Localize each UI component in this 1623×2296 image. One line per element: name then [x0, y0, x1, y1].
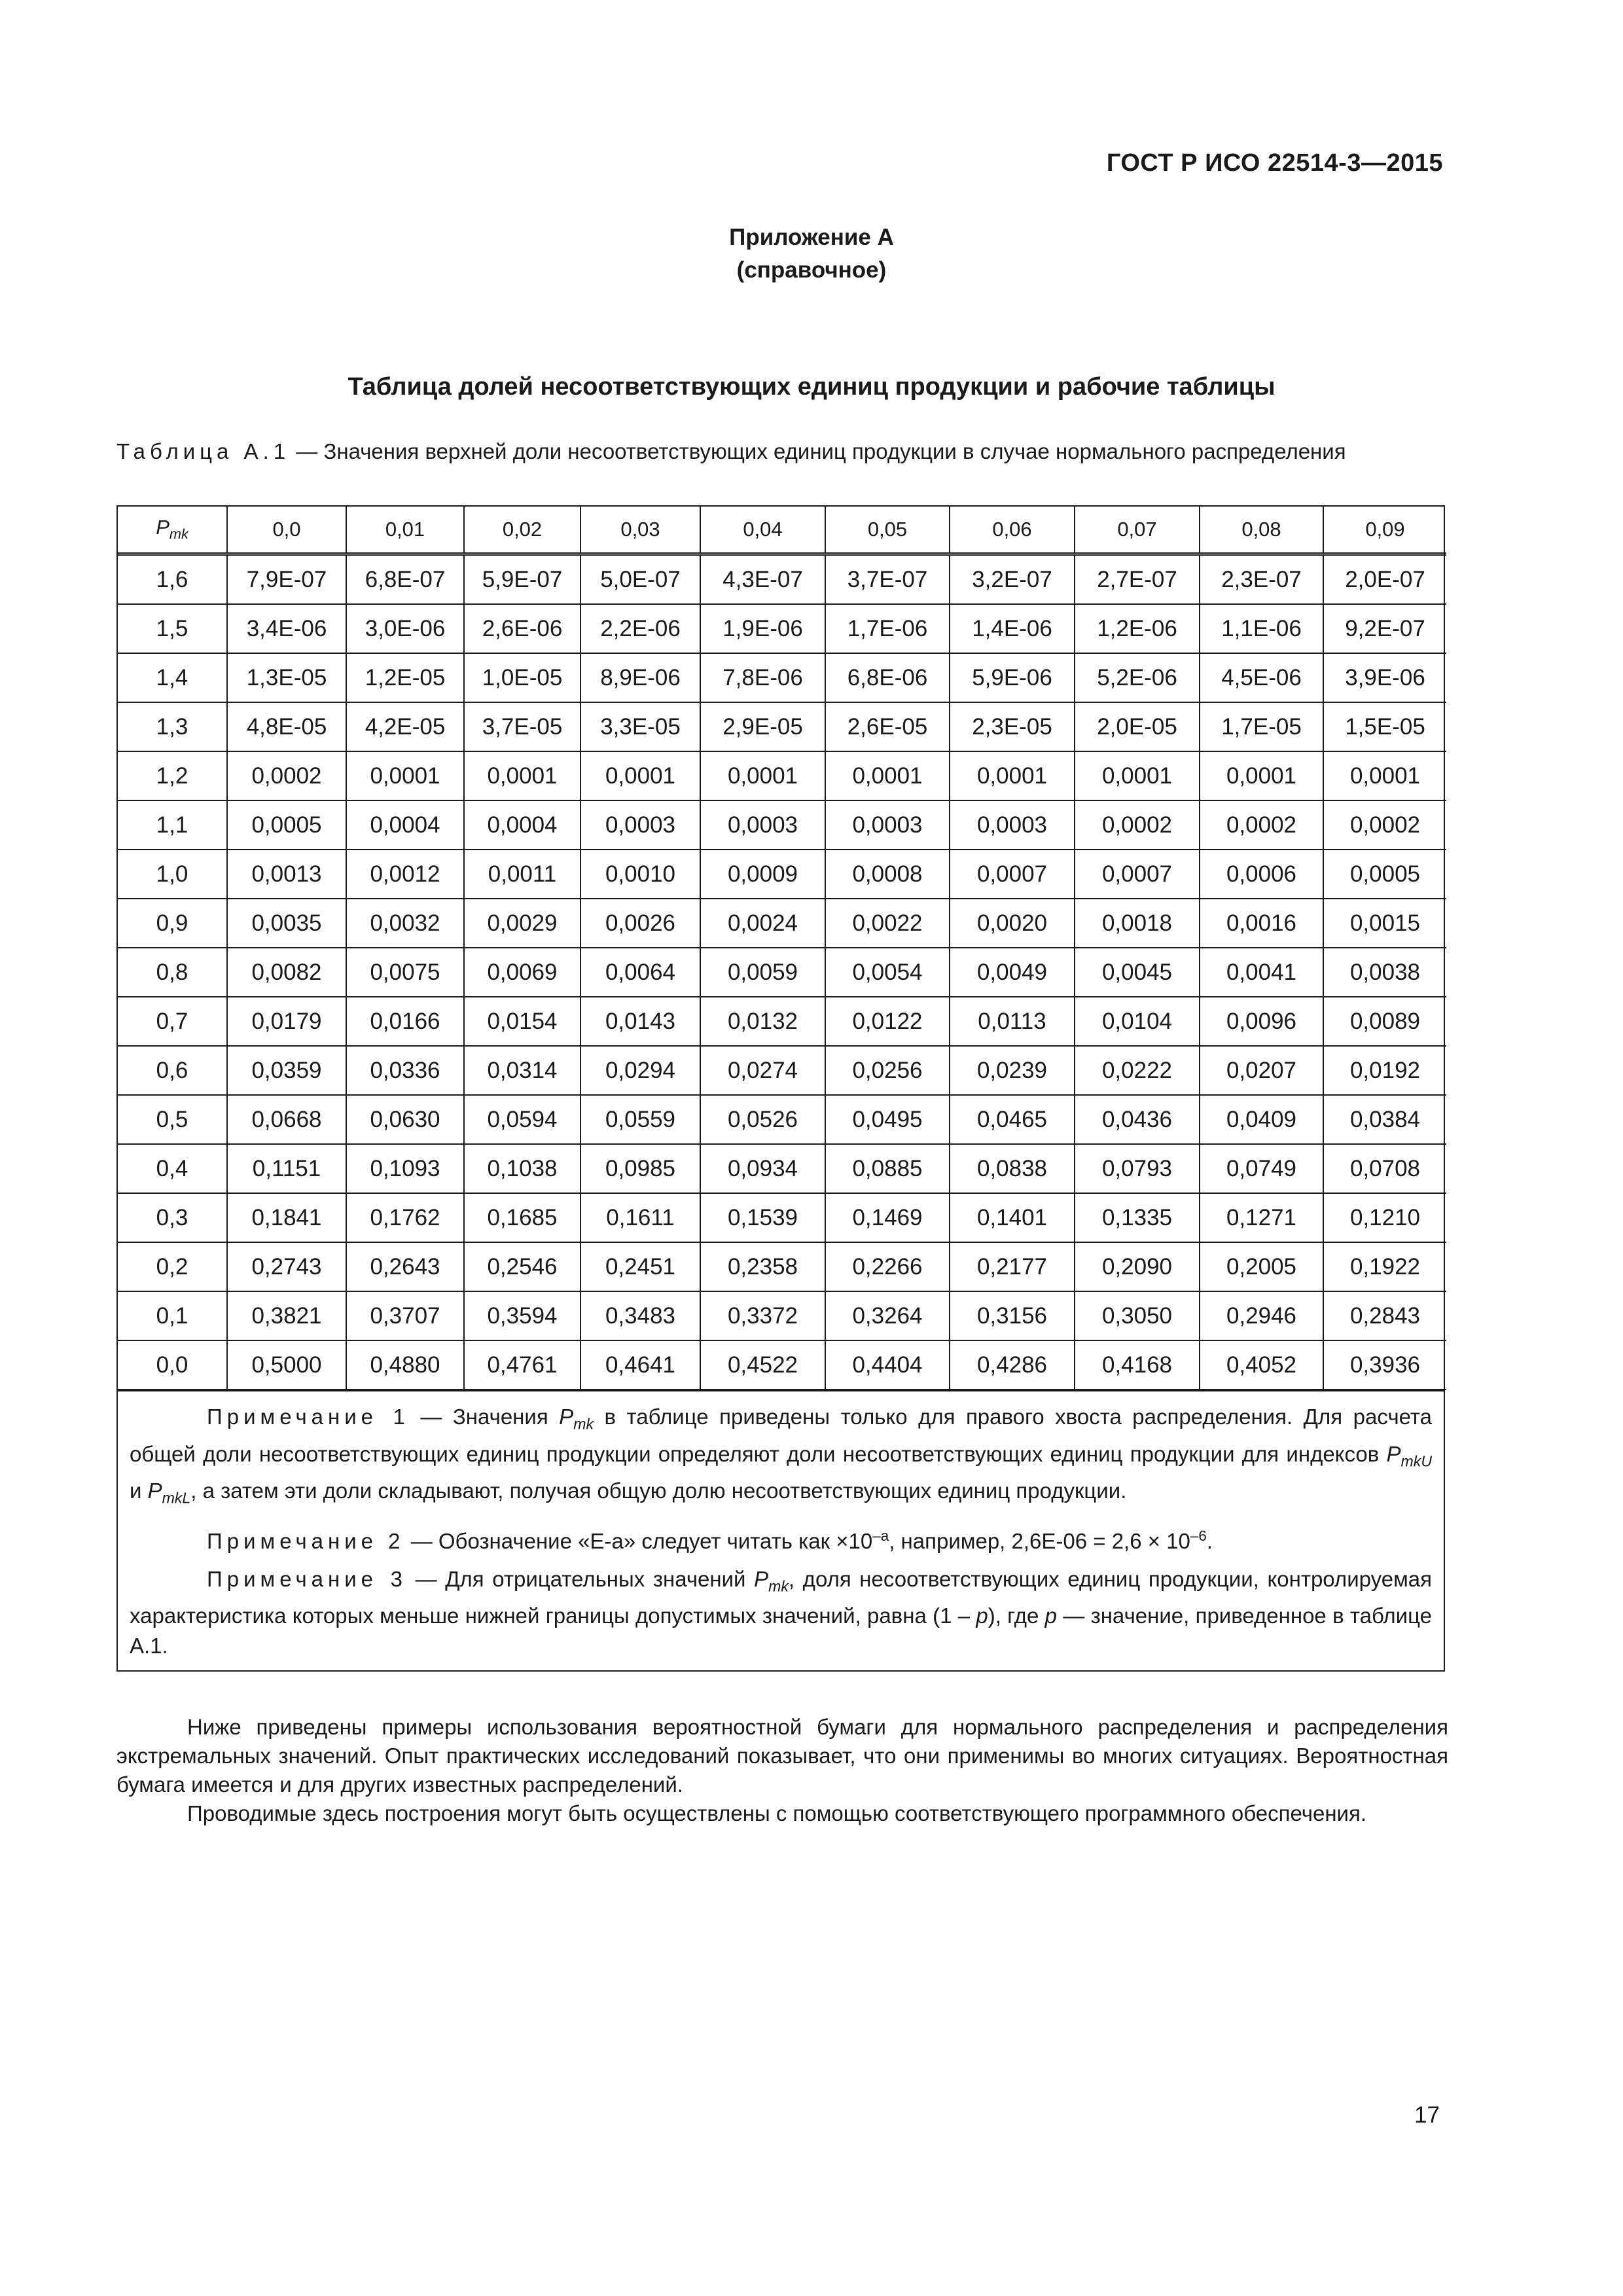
table-cell: 0,0096 [1200, 997, 1323, 1046]
table-cell: 0,0166 [346, 997, 464, 1046]
table-cell: 0,0001 [825, 751, 950, 800]
table-cell: 7,8E-06 [700, 653, 825, 702]
table-cell: 2,0E-07 [1323, 554, 1446, 605]
table-cell: 0,0001 [700, 751, 825, 800]
table-cell: 6,8E-07 [346, 554, 464, 605]
table-cell: 0,0007 [1075, 850, 1200, 899]
table-row [118, 997, 1446, 1046]
note-2: Примечание 2 — Обозначение «Е-а» следует читать как $\times 10^{-а}$, например, $2,6Е-06 = 2,6 \times 10^{-6}$. [207, 1527, 1213, 1553]
table-cell: 0,0001 [1323, 751, 1446, 800]
table-cell: 0,1539 [700, 1193, 825, 1242]
table-cell: 9,2E-07 [1323, 604, 1446, 653]
table-cell: 0,2546 [464, 1242, 580, 1291]
table-cell: 0,4052 [1200, 1340, 1323, 1390]
table-cell: 0,0089 [1323, 997, 1446, 1046]
table-row [118, 1144, 1446, 1193]
table-cell: 0,0082 [227, 948, 346, 997]
table-row [118, 800, 1446, 850]
table-cell: 0,0239 [950, 1046, 1075, 1095]
table-cell: 0,0630 [346, 1095, 464, 1144]
table-cell: 0,0526 [700, 1095, 825, 1144]
table-cell: 0,0436 [1075, 1095, 1200, 1144]
row-pmk-value: 0,5 [118, 1095, 227, 1144]
paragraph: Ниже приведены примеры использования вероятностной бумаги для нормального распределения и распределения экстремальных значений. Опыт практических исследований показывает, что они применимы во многих ситуациях. Вероятностная бумага имеется и для других известных распределений. [116, 1715, 1448, 1797]
table-cell: 1,2E-05 [346, 653, 464, 702]
row-pmk-value: 0,3 [118, 1193, 227, 1242]
table-cell: 0,0010 [580, 850, 700, 899]
table-cell: 0,2266 [825, 1242, 950, 1291]
table-cell: 0,0594 [464, 1095, 580, 1144]
table-cell: 0,0018 [1075, 899, 1200, 948]
table-cell: 3,3E-05 [580, 702, 700, 751]
page-number: 17 [1414, 2102, 1440, 2128]
row-pmk-value: 0,4 [118, 1144, 227, 1193]
table-body [118, 554, 1446, 1390]
table-cell: 0,0143 [580, 997, 700, 1046]
table-cell: 5,2E-06 [1075, 653, 1200, 702]
table-cell: 0,0465 [950, 1095, 1075, 1144]
table-cell: 0,0004 [464, 800, 580, 850]
table-cell: 0,0038 [1323, 948, 1446, 997]
table-cell: 2,7E-07 [1075, 554, 1200, 605]
table-cell: 5,0E-07 [580, 554, 700, 605]
table-cell: 0,0885 [825, 1144, 950, 1193]
table-cell: 0,1611 [580, 1193, 700, 1242]
table-cell: 1,1E-06 [1200, 604, 1323, 653]
table-cell: 0,0985 [580, 1144, 700, 1193]
table-cell: 0,0003 [825, 800, 950, 850]
header-col: 0,01 [346, 507, 464, 554]
table-cell: 0,3264 [825, 1291, 950, 1340]
table-cell: 0,0041 [1200, 948, 1323, 997]
table-cell: 0,0207 [1200, 1046, 1323, 1095]
table-cell: 0,1922 [1323, 1242, 1446, 1291]
table-cell: 0,3483 [580, 1291, 700, 1340]
table-cell: 0,3707 [346, 1291, 464, 1340]
table-cell: 0,0024 [700, 899, 825, 948]
table-cell: 0,3372 [700, 1291, 825, 1340]
normal-distribution-table [118, 507, 1446, 1390]
table-cell: 3,9E-06 [1323, 653, 1446, 702]
body-text [116, 1713, 1448, 1828]
table-cell: 0,1335 [1075, 1193, 1200, 1242]
table-cell: 0,0104 [1075, 997, 1200, 1046]
header-col: 0,06 [950, 507, 1075, 554]
table-caption [116, 437, 1448, 466]
table-cell: 1,9E-06 [700, 604, 825, 653]
table-row [118, 653, 1446, 702]
table-cell: 1,7E-06 [825, 604, 950, 653]
row-pmk-value: 0,8 [118, 948, 227, 997]
table-cell: 0,0192 [1323, 1046, 1446, 1095]
table-cell: 5,9E-07 [464, 554, 580, 605]
table-row [118, 554, 1446, 605]
table-cell: 0,0004 [346, 800, 464, 850]
table-notes [118, 1390, 1444, 1670]
table-cell: 0,1093 [346, 1144, 464, 1193]
table-cell: 0,1210 [1323, 1193, 1446, 1242]
table-cell: 5,9E-06 [950, 653, 1075, 702]
table-cell: 0,0002 [1075, 800, 1200, 850]
row-pmk-value: 0,1 [118, 1291, 227, 1340]
table-cell: 3,0E-06 [346, 604, 464, 653]
header-col: 0,0 [227, 507, 346, 554]
table-cell: 0,0001 [950, 751, 1075, 800]
table-cell: 1,3E-05 [227, 653, 346, 702]
table-cell: 0,3821 [227, 1291, 346, 1340]
table-cell: 0,0009 [700, 850, 825, 899]
table-cell: 0,0035 [227, 899, 346, 948]
table-a1 [116, 505, 1445, 1672]
header-col: 0,02 [464, 507, 580, 554]
row-pmk-value: 1,0 [118, 850, 227, 899]
table-cell: 0,0005 [227, 800, 346, 850]
header-col: 0,03 [580, 507, 700, 554]
table-cell: 2,6E-06 [464, 604, 580, 653]
table-cell: 0,0559 [580, 1095, 700, 1144]
table-cell: 0,0179 [227, 997, 346, 1046]
row-pmk-value: 0,0 [118, 1340, 227, 1390]
table-cell: 0,2643 [346, 1242, 464, 1291]
table-row [118, 948, 1446, 997]
table-cell: 0,0336 [346, 1046, 464, 1095]
table-row [118, 702, 1446, 751]
table-cell: 0,3156 [950, 1291, 1075, 1340]
table-cell: 0,1685 [464, 1193, 580, 1242]
table-cell: 0,0049 [950, 948, 1075, 997]
table-cell: 0,4761 [464, 1340, 580, 1390]
table-cell: 3,2E-07 [950, 554, 1075, 605]
table-cell: 0,0006 [1200, 850, 1323, 899]
table-cell: 4,5E-06 [1200, 653, 1323, 702]
table-cell: 0,0668 [227, 1095, 346, 1144]
table-cell: 0,2451 [580, 1242, 700, 1291]
row-pmk-value: 1,3 [118, 702, 227, 751]
table-cell: 0,0008 [825, 850, 950, 899]
table-row [118, 1291, 1446, 1340]
table-cell: 0,1469 [825, 1193, 950, 1242]
table-cell: 0,0359 [227, 1046, 346, 1095]
table-cell: 2,6E-05 [825, 702, 950, 751]
row-pmk-value: 1,5 [118, 604, 227, 653]
table-cell: 0,0013 [227, 850, 346, 899]
table-cell: 0,0012 [346, 850, 464, 899]
table-cell: 0,3936 [1323, 1340, 1446, 1390]
table-cell: 0,4880 [346, 1340, 464, 1390]
table-cell: 0,4168 [1075, 1340, 1200, 1390]
table-cell: 0,0708 [1323, 1144, 1446, 1193]
section-title: Таблица долей несоответствующих единиц продукции и рабочие таблицы [348, 373, 1275, 401]
table-cell: 2,3E-07 [1200, 554, 1323, 605]
table-cell: 4,2E-05 [346, 702, 464, 751]
table-cell: 0,0934 [700, 1144, 825, 1193]
table-cell: 0,0749 [1200, 1144, 1323, 1193]
table-cell: 0,0015 [1323, 899, 1446, 948]
table-cell: 0,0003 [580, 800, 700, 850]
table-cell: 0,3050 [1075, 1291, 1200, 1340]
row-pmk-value: 0,2 [118, 1242, 227, 1291]
table-cell: 0,0384 [1323, 1095, 1446, 1144]
table-cell: 0,0002 [1323, 800, 1446, 850]
table-cell: 0,2090 [1075, 1242, 1200, 1291]
note-1: Примечание 1 — Значения $P_{mk}$ в таблице приведены только для правого хвоста распределения. Для расчета общей доли несоответствующих единиц продукции определяют доли несоответствующих единиц продукции для индексов $P_{mkU}$ и $P_{mkL}$, а затем эти доли складывают, получая общую долю несоответствующих единиц продукции. [130, 1405, 1432, 1507]
table-cell: 0,0005 [1323, 850, 1446, 899]
appendix-title: Приложение А [729, 224, 894, 250]
table-cell: 0,0001 [1075, 751, 1200, 800]
table-cell: 0,1038 [464, 1144, 580, 1193]
table-cell: 0,0020 [950, 899, 1075, 948]
table-cell: 0,0003 [950, 800, 1075, 850]
table-cell: 0,0011 [464, 850, 580, 899]
table-cell: 0,4404 [825, 1340, 950, 1390]
table-cell: 0,0122 [825, 997, 950, 1046]
table-cell: 0,4522 [700, 1340, 825, 1390]
table-cell: 1,2E-06 [1075, 604, 1200, 653]
document-code: ГОСТ Р ИСО 22514-3—2015 [1106, 149, 1443, 177]
table-cell: 0,0154 [464, 997, 580, 1046]
row-pmk-value: 0,9 [118, 899, 227, 948]
paragraph: Проводимые здесь построения могут быть осуществлены с помощью соответствующего программного обеспечения. [187, 1801, 1367, 1825]
table-caption-text: — Значения верхней доли несоответствующих единиц продукции в случае нормального распределения [296, 439, 1346, 463]
header-pmk: $P_{mk}$ [118, 507, 227, 554]
table-cell: 0,0001 [464, 751, 580, 800]
table-row [118, 1242, 1446, 1291]
table-cell: 0,2743 [227, 1242, 346, 1291]
table-cell: 0,4286 [950, 1340, 1075, 1390]
header-col: 0,04 [700, 507, 825, 554]
table-cell: 1,7E-05 [1200, 702, 1323, 751]
table-cell: 8,9E-06 [580, 653, 700, 702]
table-cell: 0,0007 [950, 850, 1075, 899]
header-col: 0,08 [1200, 507, 1323, 554]
table-cell: 0,2843 [1323, 1291, 1446, 1340]
table-cell: 0,0409 [1200, 1095, 1323, 1144]
table-cell: 0,0001 [1200, 751, 1323, 800]
table-row [118, 1340, 1446, 1390]
table-cell: 1,4E-06 [950, 604, 1075, 653]
table-cell: 0,0222 [1075, 1046, 1200, 1095]
table-cell: 0,0314 [464, 1046, 580, 1095]
table-row [118, 899, 1446, 948]
table-cell: 1,0E-05 [464, 653, 580, 702]
table-cell: 0,2946 [1200, 1291, 1323, 1340]
table-row [118, 751, 1446, 800]
header-col: 0,05 [825, 507, 950, 554]
table-cell: 0,2005 [1200, 1242, 1323, 1291]
table-cell: 0,0294 [580, 1046, 700, 1095]
table-row [118, 1095, 1446, 1144]
row-pmk-value: 0,6 [118, 1046, 227, 1095]
table-cell: 0,0026 [580, 899, 700, 948]
table-cell: 0,2358 [700, 1242, 825, 1291]
table-cell: 0,0002 [1200, 800, 1323, 850]
table-cell: 0,0059 [700, 948, 825, 997]
table-cell: 0,0001 [346, 751, 464, 800]
table-cell: 0,0016 [1200, 899, 1323, 948]
table-cell: 0,0793 [1075, 1144, 1200, 1193]
table-row [118, 604, 1446, 653]
table-cell: 0,0274 [700, 1046, 825, 1095]
table-caption-label: Таблица А.1 [116, 439, 291, 463]
table-cell: 0,4641 [580, 1340, 700, 1390]
table-cell: 0,0132 [700, 997, 825, 1046]
table-cell: 0,1271 [1200, 1193, 1323, 1242]
table-cell: 0,0069 [464, 948, 580, 997]
row-pmk-value: 0,7 [118, 997, 227, 1046]
table-cell: 0,1401 [950, 1193, 1075, 1242]
table-cell: 3,7E-05 [464, 702, 580, 751]
table-cell: 0,0838 [950, 1144, 1075, 1193]
table-cell: 0,0064 [580, 948, 700, 997]
table-cell: 2,0E-05 [1075, 702, 1200, 751]
table-cell: 2,9E-05 [700, 702, 825, 751]
table-cell: 2,3E-05 [950, 702, 1075, 751]
table-cell: 4,8E-05 [227, 702, 346, 751]
row-pmk-value: 1,6 [118, 554, 227, 605]
table-cell: 0,0075 [346, 948, 464, 997]
table-cell: 0,0002 [227, 751, 346, 800]
table-cell: 0,0032 [346, 899, 464, 948]
table-row [118, 1046, 1446, 1095]
table-row [118, 850, 1446, 899]
note-3: Примечание 3 — Для отрицательных значений $P_{mk}$, доля несоответствующих единиц продукции, контролируемая характеристика которых меньше нижней границы допустимых значений, равна (1 – p), где p — значение, приведенное в таблице А.1. [130, 1566, 1433, 1659]
row-pmk-value: 1,1 [118, 800, 227, 850]
table-cell: 6,8E-06 [825, 653, 950, 702]
row-pmk-value: 1,2 [118, 751, 227, 800]
table-cell: 0,0045 [1075, 948, 1200, 997]
table-cell: 0,5000 [227, 1340, 346, 1390]
table-cell: 0,0256 [825, 1046, 950, 1095]
table-cell: 0,1762 [346, 1193, 464, 1242]
table-cell: 0,0022 [825, 899, 950, 948]
table-cell: 3,7E-07 [825, 554, 950, 605]
table-cell: 0,0054 [825, 948, 950, 997]
header-col: 0,09 [1323, 507, 1446, 554]
table-cell: 0,1151 [227, 1144, 346, 1193]
table-cell: 0,0029 [464, 899, 580, 948]
row-pmk-value: 1,4 [118, 653, 227, 702]
table-row [118, 1193, 1446, 1242]
header-col: 0,07 [1075, 507, 1200, 554]
table-header-row [118, 507, 1446, 554]
table-cell: 0,2177 [950, 1242, 1075, 1291]
appendix-subtitle: (справочное) [736, 257, 887, 283]
table-cell: 2,2E-06 [580, 604, 700, 653]
table-cell: 0,0495 [825, 1095, 950, 1144]
table-cell: 3,4E-06 [227, 604, 346, 653]
table-cell: 0,0113 [950, 997, 1075, 1046]
table-cell: 1,5E-05 [1323, 702, 1446, 751]
table-cell: 0,3594 [464, 1291, 580, 1340]
table-cell: 0,1841 [227, 1193, 346, 1242]
table-cell: 0,0003 [700, 800, 825, 850]
table-cell: 4,3E-07 [700, 554, 825, 605]
table-cell: 7,9E-07 [227, 554, 346, 605]
table-cell: 0,0001 [580, 751, 700, 800]
